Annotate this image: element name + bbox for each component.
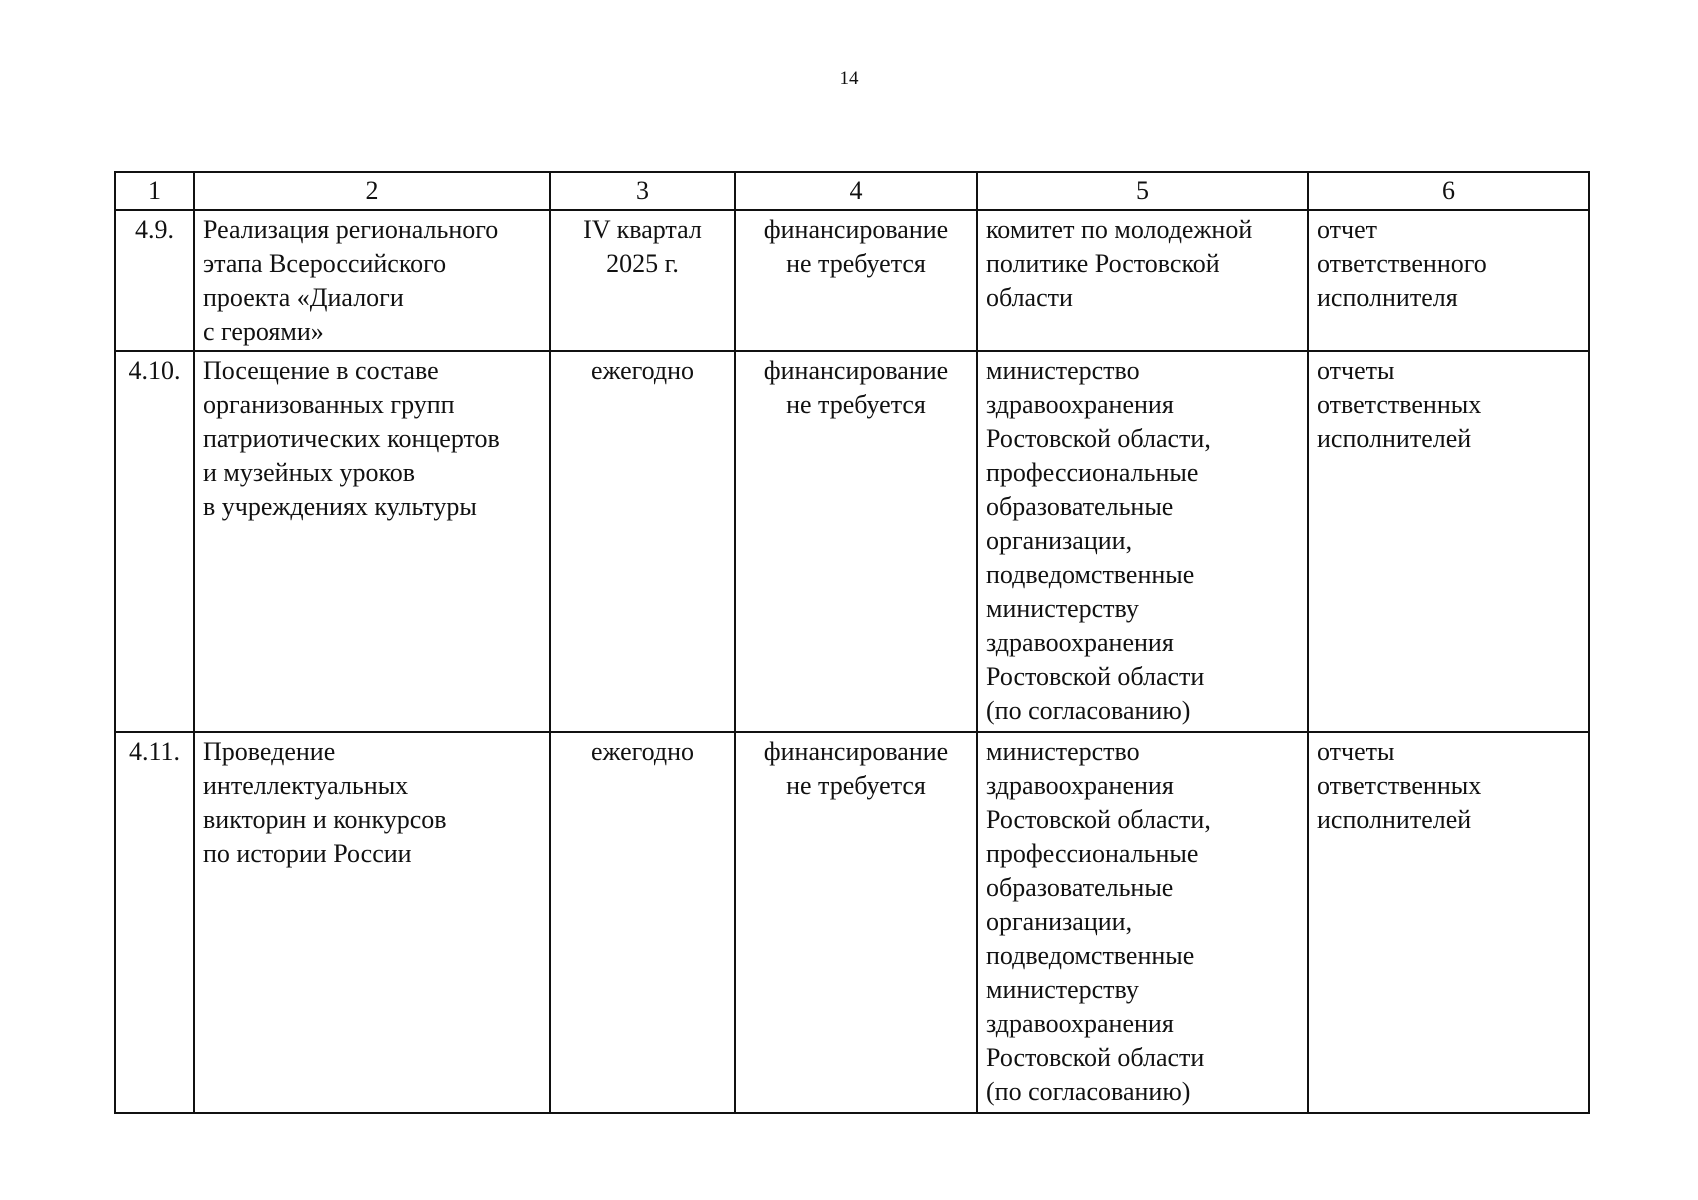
executors bbox=[977, 351, 1308, 732]
executors-line: области bbox=[986, 283, 1073, 312]
column-number-row bbox=[115, 172, 1589, 210]
item-number: 4.11. bbox=[115, 732, 194, 1113]
result-line: исполнителя bbox=[1317, 283, 1458, 312]
term bbox=[550, 732, 735, 1113]
executors-line: здравоохранения bbox=[986, 771, 1174, 800]
financing-line: не требуется bbox=[786, 771, 926, 800]
executors-line: организации, bbox=[986, 526, 1133, 555]
result-line: отчет bbox=[1317, 215, 1377, 244]
page-number: 14 bbox=[839, 68, 859, 89]
event-line: этапа Всероссийского bbox=[203, 249, 447, 278]
term-line: 2025 г. bbox=[606, 249, 679, 278]
executors-line: министерству bbox=[986, 975, 1139, 1004]
column-header-3: 3 bbox=[550, 172, 735, 210]
item-number: 4.10. bbox=[115, 351, 194, 732]
table-row bbox=[115, 351, 1589, 732]
event-line: проекта «Диалоги bbox=[203, 283, 404, 312]
executors-line: здравоохранения bbox=[986, 628, 1174, 657]
result bbox=[1308, 732, 1589, 1113]
executors-line: Ростовской области bbox=[986, 662, 1205, 691]
financing bbox=[735, 210, 977, 351]
column-header-6: 6 bbox=[1308, 172, 1589, 210]
event-line: Реализация регионального bbox=[203, 215, 499, 244]
executors-line: подведомственные bbox=[986, 560, 1195, 589]
result-line: исполнителей bbox=[1317, 424, 1472, 453]
event-line: интеллектуальных bbox=[203, 771, 409, 800]
table-row bbox=[115, 210, 1589, 351]
financing bbox=[735, 732, 977, 1113]
executors-line: профессиональные bbox=[986, 839, 1199, 868]
event-line: и музейных уроков bbox=[203, 458, 416, 487]
term-line: IV квартал bbox=[583, 215, 702, 244]
executors-line: Ростовской области bbox=[986, 1043, 1205, 1072]
executors-line: образовательные bbox=[986, 873, 1174, 902]
executors-line: политике Ростовской bbox=[986, 249, 1220, 278]
financing-line: не требуется bbox=[786, 390, 926, 419]
executors-line: здравоохранения bbox=[986, 1009, 1174, 1038]
event-line: организованных групп bbox=[203, 390, 455, 419]
executors-line: организации, bbox=[986, 907, 1133, 936]
event-line: Посещение в составе bbox=[203, 356, 439, 385]
measures-table bbox=[114, 171, 1590, 1114]
financing bbox=[735, 351, 977, 732]
financing-line: финансирование bbox=[763, 737, 949, 766]
term-line: ежегодно bbox=[590, 356, 695, 385]
event-name bbox=[194, 351, 550, 732]
executors-line: профессиональные bbox=[986, 458, 1199, 487]
term bbox=[550, 210, 735, 351]
event-line: патриотических концертов bbox=[203, 424, 500, 453]
event-name bbox=[194, 210, 550, 351]
column-header-1: 1 bbox=[115, 172, 194, 210]
financing-line: не требуется bbox=[786, 249, 926, 278]
executors-line: (по согласованию) bbox=[986, 696, 1191, 725]
column-header-5: 5 bbox=[977, 172, 1308, 210]
event-name bbox=[194, 732, 550, 1113]
executors-line: министерство bbox=[986, 737, 1140, 766]
result bbox=[1308, 351, 1589, 732]
result-line: ответственных bbox=[1317, 771, 1482, 800]
executors-line: комитет по молодежной bbox=[986, 215, 1253, 244]
executors-line: образовательные bbox=[986, 492, 1174, 521]
result-line: отчеты bbox=[1317, 356, 1395, 385]
executors-line: здравоохранения bbox=[986, 390, 1174, 419]
term-line: ежегодно bbox=[590, 737, 695, 766]
result-line: ответственного bbox=[1317, 249, 1487, 278]
executors-line: Ростовской области, bbox=[986, 805, 1211, 834]
result-line: ответственных bbox=[1317, 390, 1482, 419]
column-header-2: 2 bbox=[194, 172, 550, 210]
event-line: Проведение bbox=[203, 737, 336, 766]
event-line: викторин и конкурсов bbox=[203, 805, 447, 834]
executors bbox=[977, 732, 1308, 1113]
item-number: 4.9. bbox=[115, 210, 194, 351]
event-line: по истории России bbox=[203, 839, 412, 868]
term bbox=[550, 351, 735, 732]
result bbox=[1308, 210, 1589, 351]
column-header-4: 4 bbox=[735, 172, 977, 210]
executors-line: подведомственные bbox=[986, 941, 1195, 970]
financing-line: финансирование bbox=[763, 215, 949, 244]
executors bbox=[977, 210, 1308, 351]
executors-line: (по согласованию) bbox=[986, 1077, 1191, 1106]
table-row bbox=[115, 732, 1589, 1113]
executors-line: Ростовской области, bbox=[986, 424, 1211, 453]
result-line: исполнителей bbox=[1317, 805, 1472, 834]
result-line: отчеты bbox=[1317, 737, 1395, 766]
executors-line: министерство bbox=[986, 356, 1140, 385]
executors-line: министерству bbox=[986, 594, 1139, 623]
event-line: с героями» bbox=[203, 317, 324, 346]
financing-line: финансирование bbox=[763, 356, 949, 385]
event-line: в учреждениях культуры bbox=[203, 492, 477, 521]
